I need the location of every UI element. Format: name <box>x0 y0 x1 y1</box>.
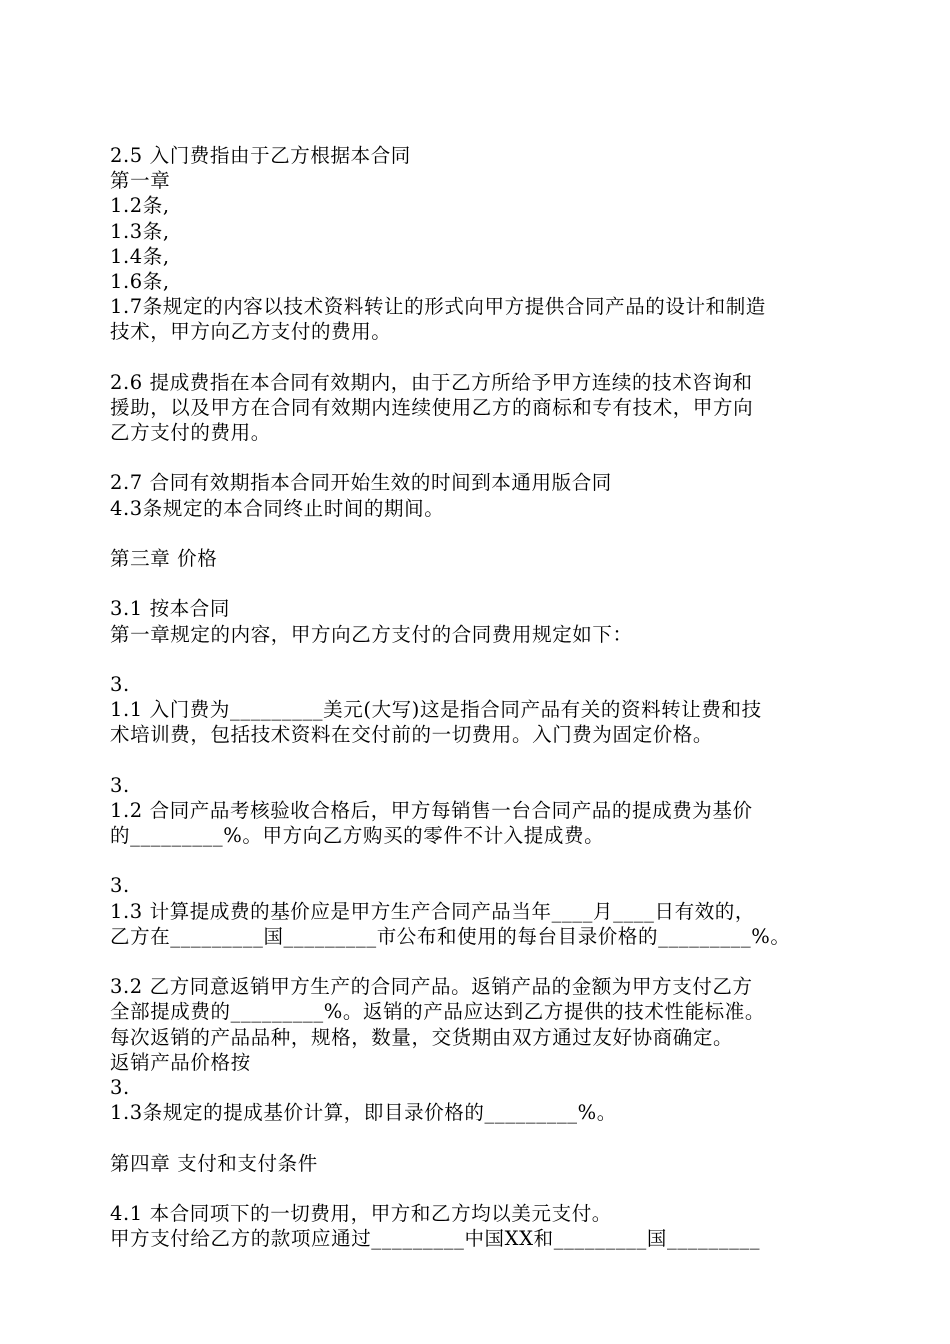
text-line: 1.6条, <box>110 269 170 293</box>
text-line: 4.1 本合同项下的一切费用，甲方和乙方均以美元支付。 <box>110 1201 612 1225</box>
text-line: 3. <box>110 672 130 696</box>
text-line: 术培训费，包括技术资料在交付前的一切费用。入门费为固定价格。 <box>110 723 714 747</box>
text-line: 3. <box>110 874 130 898</box>
text-line: 1.3条, <box>110 219 170 243</box>
text-line: 1.7条规定的内容以技术资料转让的形式向甲方提供合同产品的设计和制造 <box>110 295 766 319</box>
paragraph-gap <box>110 848 845 873</box>
text-line: 1.1 入门费为_________美元(大写)这是指合同产品有关的资料转让费和技 <box>110 698 762 722</box>
text-line: 3. <box>110 1075 130 1099</box>
text-line: 第一章规定的内容，甲方向乙方支付的合同费用规定如下： <box>110 622 633 646</box>
text-line: 每次返销的产品品种，规格，数量，交货期由双方通过友好协商确定。 <box>110 1025 734 1049</box>
text-line: 1.4条, <box>110 244 170 268</box>
text-line: 第一章 <box>110 169 171 193</box>
text-line: 乙方支付的费用。 <box>110 421 271 445</box>
text-line: 2.7 合同有效期指本合同开始生效的时间到本通用版合同 <box>110 471 612 495</box>
text-line: 甲方支付给乙方的款项应通过_________中国XX和_________国_________ <box>110 1227 761 1251</box>
paragraph-gap <box>110 1125 845 1150</box>
text-line: 乙方在_________国_________市公布和使用的每台目录价格的_________%。 <box>110 924 791 948</box>
text-line: 全部提成费的_________%。返销的产品应达到乙方提供的技术性能标准。 <box>110 1000 765 1024</box>
text-line: 2.5 入门费指由于乙方根据本合同 <box>110 144 411 167</box>
paragraph-gap <box>110 521 845 546</box>
text-line: 1.2 合同产品考核验收合格后，甲方每销售一台合同产品的提成费为基价 <box>110 798 753 822</box>
text-line: 1.2条, <box>110 194 170 218</box>
paragraph-gap <box>110 445 845 470</box>
text-line: 3. <box>110 773 130 797</box>
text-line: 1.3 计算提成费的基价应是甲方生产合同产品当年____月____日有效的， <box>110 899 756 923</box>
text-line: 2.6 提成费指在本合同有效期内，由于乙方所给予甲方连续的技术咨询和 <box>110 370 753 394</box>
text-line: 返销产品价格按 <box>110 1050 251 1074</box>
paragraph-gap <box>110 949 845 974</box>
paragraph-gap <box>110 1176 845 1201</box>
paragraph-gap <box>110 345 845 370</box>
chapter-heading: 第三章 价格 <box>110 547 218 570</box>
chapter-heading: 第四章 支付和支付条件 <box>110 1151 318 1175</box>
paragraph-gap <box>110 647 845 672</box>
paragraph-gap <box>110 571 845 596</box>
text-line: 援助，以及甲方在合同有效期内连续使用乙方的商标和专有技术，甲方向 <box>110 395 754 419</box>
text-line: 4.3条规定的本合同终止时间的期间。 <box>110 496 445 520</box>
document-page <box>110 143 845 1251</box>
text-line: 的_________%。甲方向乙方购买的零件不计入提成费。 <box>110 824 605 848</box>
text-line: 1.3条规定的提成基价计算，即目录价格的_________%。 <box>110 1101 617 1125</box>
text-line: 3.1 按本合同 <box>110 597 231 621</box>
text-line: 技术，甲方向乙方支付的费用。 <box>110 320 392 344</box>
text-line: 3.2 乙方同意返销甲方生产的合同产品。返销产品的金额为甲方支付乙方 <box>110 975 753 999</box>
paragraph-gap <box>110 748 845 773</box>
